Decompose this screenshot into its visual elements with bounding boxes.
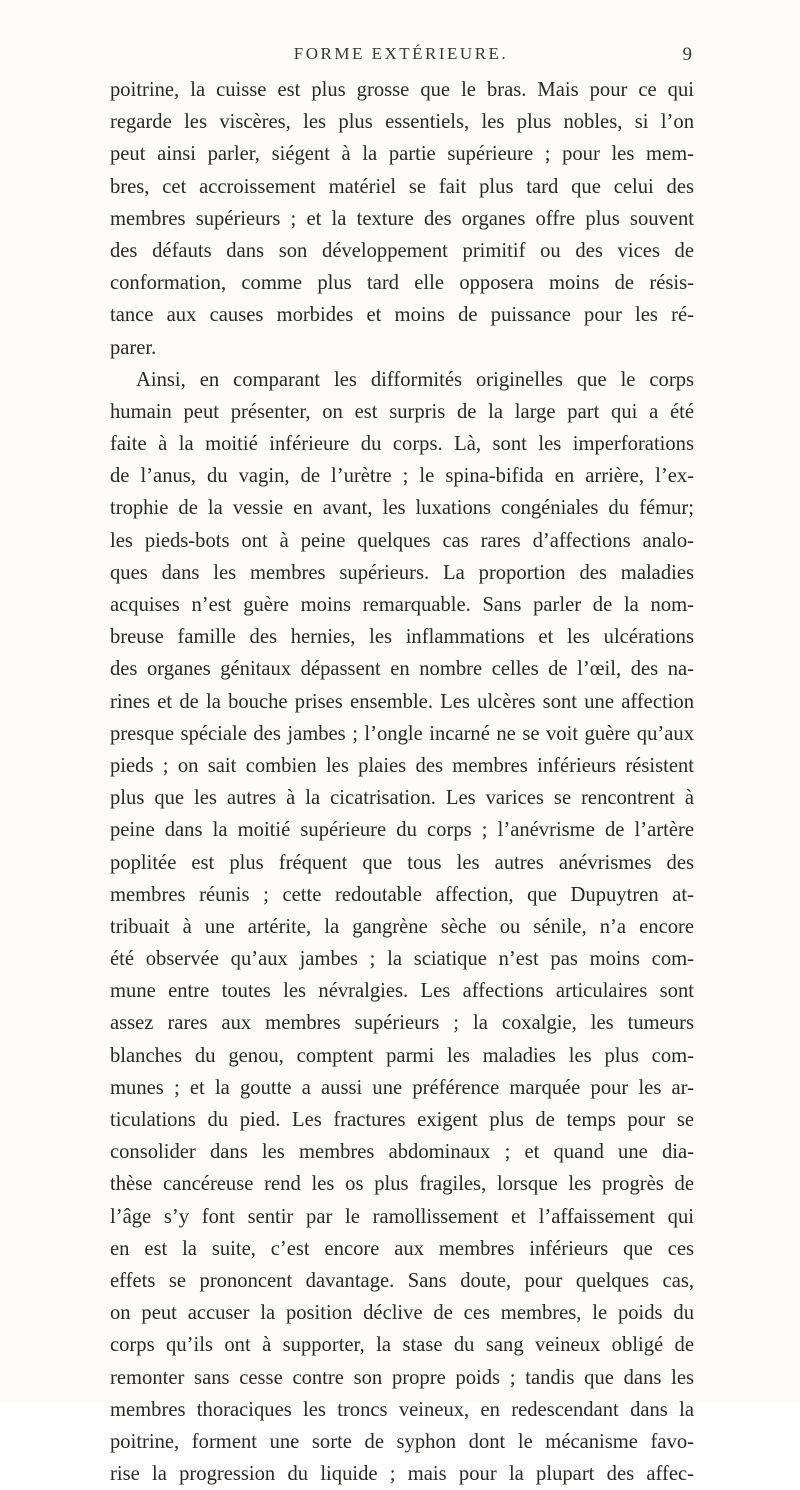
page-number: 9 bbox=[682, 44, 692, 65]
text-line: les pieds-bots ont à peine quelques cas rares d’affections analo- bbox=[110, 529, 694, 552]
text-line: membres thoraciques les troncs veineux, en redescendant dans la bbox=[110, 1398, 694, 1421]
text-line: acquises n’est guère moins remarquable. Sans parler de la nom- bbox=[110, 594, 694, 616]
text-line: membres réunis ; cette redoutable affection, que Dupuytren at- bbox=[110, 883, 694, 906]
text-line: faite à la moitié inférieure du corps. Là, sont les imperforations bbox=[110, 433, 694, 456]
text-line: rise la progression du liquide ; mais pour la plupart des affec- bbox=[110, 1463, 694, 1486]
text-line: peine dans la moitié supérieure du corps ; l’anévrisme de l’artère bbox=[110, 819, 694, 842]
text-line: tribuait à une artérite, la gangrène sèche ou sénile, n’a encore bbox=[110, 915, 694, 938]
text-line: de l’anus, du vagin, de l’urètre ; le spina-bifida en arrière, l’ex- bbox=[110, 465, 694, 488]
text-line: poitrine, la cuisse est plus grosse que le bras. Mais pour ce qui bbox=[110, 79, 694, 101]
text-line: effets se prononcent davantage. Sans doute, pour quelques cas, bbox=[110, 1269, 694, 1292]
text-line: peut ainsi parler, siégent à la partie supérieure ; pour les mem- bbox=[110, 143, 694, 166]
text-line: blanches du genou, comptent parmi les maladies les plus com- bbox=[110, 1044, 694, 1067]
text-line: regarde les viscères, les plus essentiels, les plus nobles, si l’on bbox=[110, 111, 694, 134]
running-head bbox=[110, 44, 692, 70]
text-line: des défauts dans son développement primitif ou des vices de bbox=[110, 239, 694, 262]
text-line: presque spéciale des jambes ; l’ongle incarné ne se voit guère qu’aux bbox=[110, 722, 694, 745]
body-text bbox=[110, 74, 694, 1490]
text-line: parer. bbox=[110, 336, 157, 359]
text-line: bres, cet accroissement matériel se fait plus tard que celui des bbox=[110, 175, 694, 198]
text-line: consolider dans les membres abdominaux ; et quand une dia- bbox=[110, 1141, 694, 1164]
text-line: mune entre toutes les névralgies. Les affections articulaires sont bbox=[110, 980, 694, 1003]
text-line: corps qu’ils ont à supporter, la stase du sang veineux obligé de bbox=[110, 1334, 694, 1357]
text-line: poitrine, forment une sorte de syphon dont le mécanisme favo- bbox=[110, 1430, 694, 1453]
text-line: rines et de la bouche prises ensemble. Les ulcères sont une affection bbox=[110, 690, 694, 713]
running-title: FORME EXTÉRIEURE. bbox=[293, 44, 509, 63]
text-line: thèse cancéreuse rend les os plus fragiles, lorsque les progrès de bbox=[110, 1173, 694, 1196]
text-line: plus que les autres à la cicatrisation. Les varices se rencontrent à bbox=[110, 787, 694, 810]
text-line: trophie de la vessie en avant, les luxations congéniales du fémur; bbox=[110, 497, 694, 520]
text-line: en est la suite, c’est encore aux membres inférieurs que ces bbox=[110, 1237, 694, 1260]
text-line: des organes génitaux dépassent en nombre celles de l’œil, des na- bbox=[110, 658, 694, 681]
text-line: été observée qu’aux jambes ; la sciatique n’est pas moins com- bbox=[110, 948, 694, 971]
text-line: pieds ; on sait combien les plaies des membres inférieurs résistent bbox=[110, 754, 694, 777]
text-line: breuse famille des hernies, les inflammations et les ulcérations bbox=[110, 626, 694, 649]
text-line: remonter sans cesse contre son propre poids ; tandis que dans les bbox=[110, 1366, 694, 1389]
text-line: tance aux causes morbides et moins de puissance pour les ré- bbox=[110, 304, 694, 327]
text-line: l’âge s’y font sentir par le ramollissement et l’affaissement qui bbox=[110, 1205, 694, 1228]
text-line: membres supérieurs ; et la texture des organes offre plus souvent bbox=[110, 207, 694, 230]
text-line: munes ; et la goutte a aussi une préférence marquée pour les ar- bbox=[110, 1076, 694, 1099]
text-line: poplitée est plus fréquent que tous les autres anévrismes des bbox=[110, 851, 694, 874]
text-line: on peut accuser la position déclive de ces membres, le poids du bbox=[110, 1302, 694, 1325]
text-line: assez rares aux membres supérieurs ; la coxalgie, les tumeurs bbox=[110, 1012, 694, 1035]
text-line: conformation, comme plus tard elle opposera moins de résis- bbox=[110, 272, 694, 295]
text-line: Ainsi, en comparant les difformités originelles que le corps bbox=[136, 368, 694, 391]
text-line: ques dans les membres supérieurs. La proportion des maladies bbox=[110, 561, 694, 584]
text-line: humain peut présenter, on est surpris de la large part qui a été bbox=[110, 400, 694, 423]
text-line: ticulations du pied. Les fractures exigent plus de temps pour se bbox=[110, 1109, 694, 1131]
